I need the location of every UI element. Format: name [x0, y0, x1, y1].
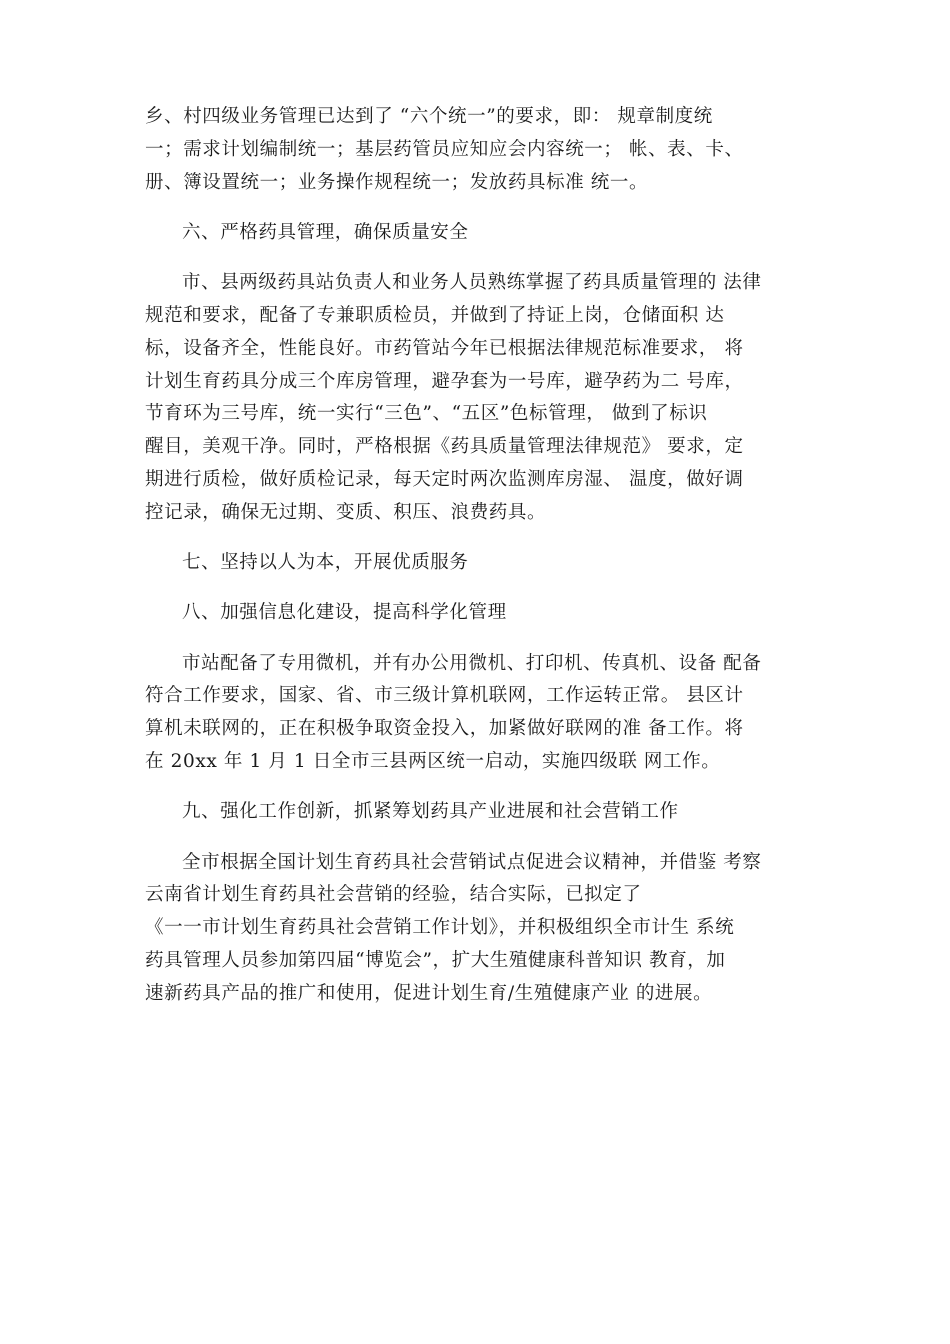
text-line: 在 20xx 年 1 月 1 日全市三县两区统一启动，实施四级联 网工作。	[145, 751, 721, 773]
text-line: 云南省计划生育药具社会营销的经验，结合实际，已拟定了	[145, 884, 642, 906]
paragraph-unified-management	[145, 101, 810, 199]
text-line: 速新药具产品的推广和使用，促进计划生育/生殖健康产业 的进展。	[145, 982, 713, 1004]
text-line: 市、县两级药具站负责人和业务人员熟练掌握了药具质量管理的 法律	[182, 272, 762, 294]
heading-text: 六、严格药具管理，确保质量安全	[182, 221, 469, 243]
text-line: 全市根据全国计划生育药具社会营销试点促进会议精神，并借鉴 考察	[182, 851, 762, 873]
text-line: 规范和要求，配备了专兼职质检员，并做到了持证上岗，仓储面积 达	[145, 304, 725, 326]
text-line: 一；需求计划编制统一；基层药管员应知应会内容统一； 帐、表、卡、	[145, 138, 744, 160]
paragraph-social-marketing	[145, 847, 810, 1011]
text-line: 期进行质检，做好质检记录，每天定时两次监测库房湿、 温度，做好调	[145, 468, 744, 490]
text-line: 乡、村四级业务管理已达到了 “六个统一”的要求，即： 规章制度统	[145, 106, 713, 127]
text-line: 醒目，美观干净。同时，严格根据《药具质量管理法律规范》 要求，定	[145, 436, 744, 458]
text-line: 药具管理人员参加第四届“博览会”，扩大生殖健康科普知识 教育，加	[145, 950, 726, 972]
text-line: 控记录，确保无过期、变质、积压、浪费药具。	[145, 501, 547, 523]
section-heading-9	[145, 796, 810, 829]
heading-text: 七、坚持以人为本，开展优质服务	[182, 552, 469, 574]
text-line: 标，设备齐全，性能良好。市药管站今年已根据法律规范标准要求， 将	[145, 337, 744, 359]
paragraph-informatization	[145, 648, 810, 779]
text-line: 市站配备了专用微机，并有办公用微机、打印机、传真机、设备 配备	[182, 652, 762, 674]
text-line: 符合工作要求，国家、省、市三级计算机联网，工作运转正常。 县区计	[145, 685, 744, 707]
heading-text: 九、强化工作创新，抓紧筹划药具产业进展和社会营销工作	[182, 801, 679, 823]
text-line: 计划生育药具分成三个库房管理，避孕套为一号库，避孕药为二 号库，	[145, 370, 744, 392]
text-line: 册、簿设置统一；业务操作规程统一；发放药具标准 统一。	[145, 171, 649, 193]
section-heading-7	[145, 547, 810, 580]
text-line: 算机未联网的，正在积极争取资金投入，加紧做好联网的准 备工作。将	[145, 718, 744, 740]
text-line: 节育环为三号库，统一实行“三色”、“五区”色标管理， 做到了标识	[145, 403, 708, 425]
section-heading-6	[145, 217, 810, 250]
paragraph-quality-management	[145, 267, 810, 529]
text-line: 《一一市计划生育药具社会营销工作计划》，并积极组织全市计生 系统	[145, 917, 735, 939]
section-heading-8	[145, 597, 810, 630]
document-body	[145, 101, 810, 1028]
heading-text: 八、加强信息化建设，提高科学化管理	[182, 602, 507, 624]
